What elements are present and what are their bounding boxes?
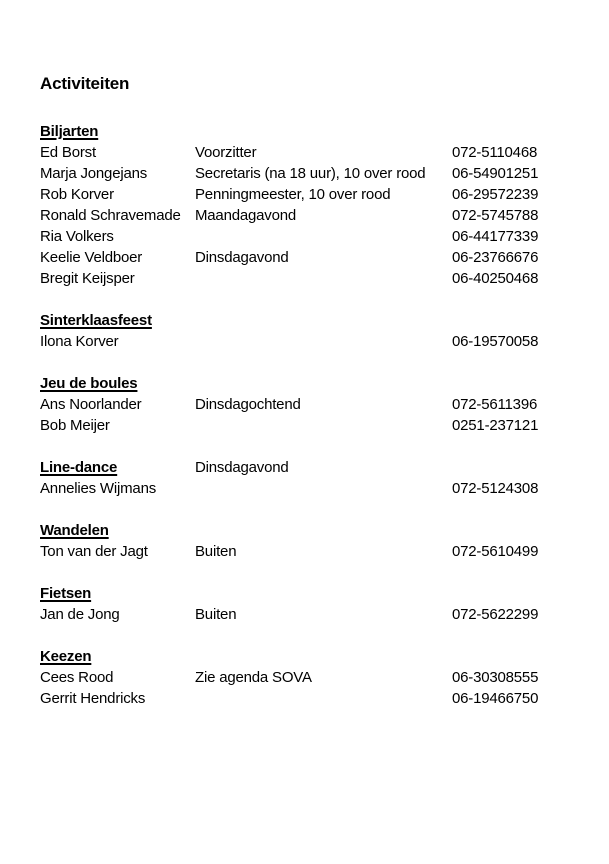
contact-row: [40, 415, 569, 436]
contact-name: Gerrit Hendricks: [40, 690, 146, 707]
contact-name: Bob Meijer: [40, 417, 110, 434]
section-rows: [40, 478, 569, 499]
contact-phone: 06-29572239: [452, 186, 539, 203]
section-heading: Sinterklaasfeest: [40, 312, 152, 329]
contact-row: [40, 226, 569, 247]
contact-row: [40, 247, 569, 268]
section-heading-row: [40, 310, 569, 331]
section-rows: [40, 604, 569, 625]
contact-role: Buiten: [195, 606, 237, 623]
contact-role: Penningmeester, 10 over rood: [195, 186, 391, 203]
contact-phone: 06-30308555: [452, 669, 539, 686]
contact-phone: 06-44177339: [452, 228, 539, 245]
section-rows: [40, 541, 569, 562]
contact-row: [40, 163, 569, 184]
contact-phone: 072-5745788: [452, 207, 539, 224]
contact-role: Dinsdagavond: [195, 249, 289, 266]
contact-phone: 06-19466750: [452, 690, 539, 707]
contact-name: Ilona Korver: [40, 333, 119, 350]
contact-role: Buiten: [195, 543, 237, 560]
contact-phone: 0251-237121: [452, 417, 539, 434]
contact-name: Ton van der Jagt: [40, 543, 148, 560]
contact-name: Annelies Wijmans: [40, 480, 157, 497]
contact-name: Jan de Jong: [40, 606, 120, 623]
section-heading-note: Dinsdagavond: [195, 459, 289, 476]
section-rows: [40, 394, 569, 436]
section-rows: [40, 142, 569, 289]
contact-row: [40, 541, 569, 562]
contact-phone: 072-5611396: [452, 396, 538, 413]
activity-section: [40, 520, 569, 562]
contact-row: [40, 331, 569, 352]
contact-name: Keelie Veldboer: [40, 249, 143, 266]
contact-phone: 072-5610499: [452, 543, 539, 560]
contact-name: Rob Korver: [40, 186, 114, 203]
contact-row: [40, 688, 569, 709]
section-heading-row: [40, 121, 569, 142]
section-heading-row: [40, 646, 569, 667]
contact-phone: 06-23766676: [452, 249, 539, 266]
page-title: Activiteiten: [40, 74, 130, 93]
contact-row: [40, 604, 569, 625]
contact-row: [40, 394, 569, 415]
contact-row: [40, 478, 569, 499]
contact-phone: 06-19570058: [452, 333, 539, 350]
section-heading-row: [40, 373, 569, 394]
section-heading: Jeu de boules: [40, 375, 138, 392]
contact-name: Bregit Keijsper: [40, 270, 135, 287]
contact-phone: 072-5110468: [452, 144, 538, 161]
contact-role: Dinsdagochtend: [195, 396, 301, 413]
activity-section: [40, 646, 569, 709]
contact-role: Zie agenda SOVA: [195, 669, 312, 686]
section-heading-row: [40, 583, 569, 604]
contact-phone: 072-5124308: [452, 480, 539, 497]
section-heading: Keezen: [40, 648, 92, 665]
contact-name: Ed Borst: [40, 144, 96, 161]
activity-section: [40, 457, 569, 499]
contact-role: Maandagavond: [195, 207, 297, 224]
contact-name: Marja Jongejans: [40, 165, 148, 182]
contact-row: [40, 142, 569, 163]
activity-section: [40, 583, 569, 625]
section-heading: Fietsen: [40, 585, 92, 602]
section-rows: [40, 667, 569, 709]
contact-row: [40, 667, 569, 688]
section-rows: [40, 331, 569, 352]
section-heading: Line-dance: [40, 459, 118, 476]
activity-section: [40, 121, 569, 289]
contact-name: Ronald Schravemade: [40, 207, 181, 224]
section-heading-row: [40, 520, 569, 541]
contact-row: [40, 184, 569, 205]
contact-name: Cees Rood: [40, 669, 114, 686]
contact-name: Ans Noorlander: [40, 396, 142, 413]
contact-phone: 06-40250468: [452, 270, 539, 287]
contact-row: [40, 268, 569, 289]
contact-row: [40, 205, 569, 226]
contact-role: Voorzitter: [195, 144, 257, 161]
contact-phone: 072-5622299: [452, 606, 539, 623]
activity-sections: [40, 121, 569, 709]
section-heading: Biljarten: [40, 123, 99, 140]
activity-section: [40, 373, 569, 436]
section-heading: Wandelen: [40, 522, 109, 539]
contact-name: Ria Volkers: [40, 228, 114, 245]
contact-phone: 06-54901251: [452, 165, 539, 182]
section-heading-row: [40, 457, 569, 478]
contact-role: Secretaris (na 18 uur), 10 over rood: [195, 165, 426, 182]
activity-section: [40, 310, 569, 352]
